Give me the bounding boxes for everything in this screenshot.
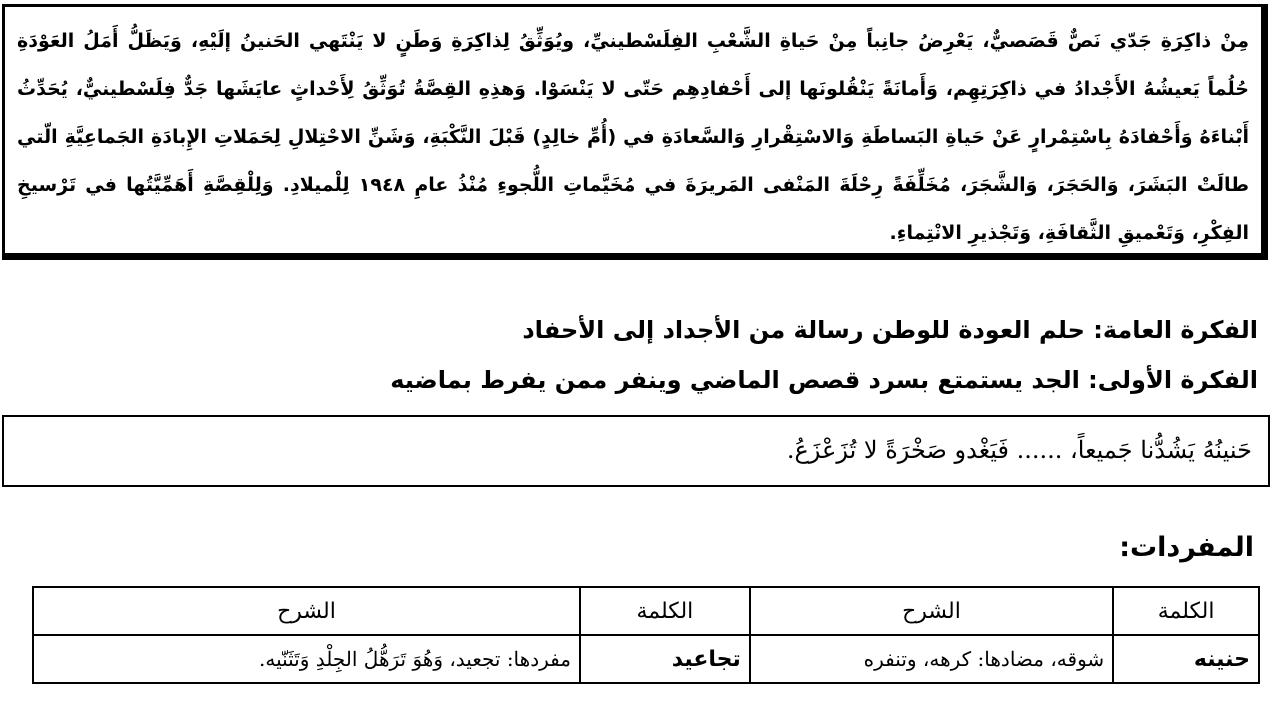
header-word-1: الكلمة bbox=[1113, 587, 1259, 635]
header-explanation-1: الشرح bbox=[750, 587, 1113, 635]
vocabulary-table bbox=[32, 586, 1260, 684]
general-idea-heading: الفكرة العامة: حلم العودة للوطن رسالة من الأجداد إلى الأحفاد bbox=[522, 316, 1258, 344]
vocab-word: تجاعيد bbox=[580, 635, 750, 683]
header-word-2: الكلمة bbox=[580, 587, 750, 635]
intro-paragraph: مِنْ ذاكِرَةِ جَدّي نَصٌّ قَصَصيٌّ، يَعْرِضُ جانِباً مِنْ حَياةِ الشَّعْبِ الفِلَسْطينيِّ، ويُوَثِّقُ لِذاكِرَةِ وَطَنٍ لا يَنْتَهي الحَنينُ إلَيْهِ، وَيَظَلُّ أَمَلُ العَوْدَةِ حُلُماً يَعيشُهُ الأَجْدادُ في ذاكِرَتِهِم، وَأَمانَةً يَنْقُلونَها إلى أَحْفادِهِم حَتّى لا يَنْسَوْا. وَهذِهِ القِصَّةُ تُوَثِّقُ لِأَحْداثٍ عايَشَها جَدٌّ فِلَسْطينيٌّ، يُحَدِّثُ أَبْناءَهُ وَأَحْفادَهُ بِاسْتِمْرارٍ عَنْ حَياةِ البَساطَةِ وَالاسْتِقْرارِ وَالسَّعادَةِ في (أُمِّ خالِدٍ) قَبْلَ النَّكْبَةِ، وَشَنِّ الاحْتِلالِ لِحَمَلاتِ الإِبادَةِ الجَماعِيَّةِ الّتي طالَتْ البَشَرَ، وَالحَجَرَ، وَالشَّجَرَ، مُخَلِّفَةً رِحْلَةَ المَنْفى المَريرَةَ في مُخَيَّماتِ اللُّجوءِ مُنْذُ عامِ ١٩٤٨ لِلْميلادِ. وَلِلْقِصَّةِ أَهَمِّيَّتُها في تَرْسيخِ الفِكْرِ، وَتَعْميقِ الثَّقافَةِ، وَتَجْذيرِ الانْتِماءِ. bbox=[17, 30, 1249, 244]
vocabulary-header-row bbox=[33, 587, 1259, 635]
vocab-explanation: مفردها: تجعيد، وَهُوَ تَرَهُّلُ الجِلْدِ وَتَثَنّيه. bbox=[33, 635, 580, 683]
table-row bbox=[33, 635, 1259, 683]
first-idea-heading: الفكرة الأولى: الجد يستمتع بسرد قصص الماضي وينفر ممن يفرط بماضيه bbox=[390, 366, 1258, 394]
vocab-explanation: شوقه، مضادها: كرهه، وتنفره bbox=[750, 635, 1113, 683]
vocab-word: حنينه bbox=[1113, 635, 1259, 683]
verse-text: حَنينُهُ يَشُدُّنا جَميعاً، ...... فَيَغْدو صَخْرَةً لا تُزَعْزَعُ. bbox=[786, 436, 1252, 464]
header-explanation-2: الشرح bbox=[33, 587, 580, 635]
verse-box bbox=[2, 415, 1270, 487]
intro-paragraph-box bbox=[2, 4, 1268, 260]
vocabulary-title: المفردات: bbox=[1119, 532, 1254, 563]
